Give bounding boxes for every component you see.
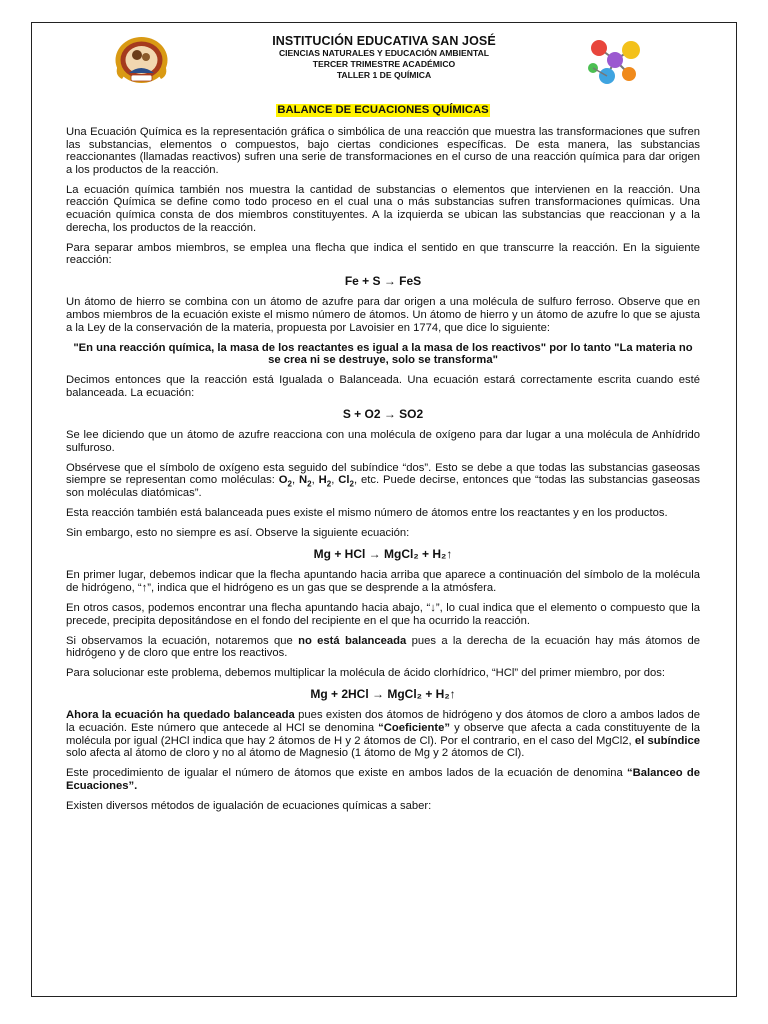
paragraph-10: En primer lugar, debemos indicar que la flecha apuntando hacia arriba que aparece a continuación del símbolo de la molécula de hidrógeno, “↑”, indica que el hidrógeno es un gas que se desprende a la atmósfera. (66, 569, 700, 594)
paragraph-2: La ecuación química también nos muestra la cantidad de substancias o elementos que intervienen en la reacción. Una reacción Química se define como todo proceso en el cual una o más substancias sufren transformaciones químicas. Una ecuación química consta de dos miembros constituyentes. A la izquierda se ubican las substancias que reaccionan y a la derecha, los productos de la reacción. (66, 183, 700, 234)
paragraph-11: En otros casos, podemos encontrar una flecha apuntando hacia abajo, “↓”, lo cual indica que el elemento o compuesto que la precede, precipita depositándose en el fondo del recipiente en el que ha ocurrido la reacción. (66, 601, 700, 627)
paragraph-3: Para separar ambos miembros, se emplea una flecha que indica el sentido en que transcurre la reacción. En la siguiente reacción: (66, 241, 700, 267)
paragraph-6: Se lee diciendo que un átomo de azufre reacciona con una molécula de oxígeno para dar lugar a una molécula de Anhídrido sulfuroso. (66, 429, 700, 454)
workshop-line: TALLER 1 DE QUÍMICA (336, 70, 432, 80)
paragraph-5: Decimos entonces que la reacción está Igualada o Balanceada. Una ecuación estará correctamente escrita cuando esté balanceada. La ecuación: (66, 374, 700, 399)
equation-mg-2hcl: Mg + 2HCl → MgCl₂ + H₂↑ (310, 687, 456, 702)
paragraph-12: Si observamos la ecuación, notaremos que no está balanceada pues a la derecha de la ecuación hay más átomos de hidrógeno y de cloro que entre los reactivos. (66, 634, 701, 660)
paragraph-1: Una Ecuación Química es la representación gráfica o simbólica de una reacción que muestra las transformaciones que sufren las substancias, elementos o compuestos, bajo ciertas condiciones específicas. De esta manera, las substancias reaccionantes (llamadas reactivos) sufren una serie de transformaciones en el curso de una reacción química para dar origen a los productos de la reacción. (66, 126, 700, 176)
paragraph-14: Ahora la ecuación ha quedado balanceada pues existen dos átomos de hidrógeno y dos átomos de cloro a ambos lados de la ecuación. Este número que antecede al HCl se denomina “Coeficiente” y observe que afecta a cada constituyente de la molécula por igual (2HCl indica que hay 2 átomos de H y 2 átomos de Cl). Por el contrario, en el caso del MgCl2, el subíndice solo afecta al átomo de cloro y no al átomo de Magnesio (1 átomo de Mg y 2 átomos de Cl). (66, 709, 700, 760)
paragraph-16: Existen diversos métodos de igualación de ecuaciones químicas a saber: (66, 799, 432, 812)
subject-line: CIENCIAS NATURALES Y EDUCACIÓN AMBIENTAL (278, 48, 490, 58)
paragraph-8: Esta reacción también está balanceada pues existe el mismo número de átomos entre los reactantes y en los productos. (66, 507, 668, 520)
paragraph-15: Este procedimiento de igualar el número de átomos que existe en ambos lados de la ecuación de denomina “Balanceo de Ecuaciones”. (66, 767, 700, 792)
paragraph-9: Sin embargo, esto no siempre es así. Observe la siguiente ecuación: (66, 527, 410, 540)
term-line: TERCER TRIMESTRE ACADÉMICO (312, 59, 456, 69)
paragraph-4: Un átomo de hierro se combina con un átomo de azufre para dar origen a una molécula de sulfuro ferroso. Observe que en ambos miembros de la ecuación existe el mismo número de átomos. Un átomo de hierro y un átomo de azufre lo que se ajusta a la Ley de la conservación de la materia, propuesta por Lavoisier en 1774, que dice lo siguiente: (66, 296, 700, 334)
equation-s-o2: S + O2 → SO2 (342, 407, 424, 422)
document-title: BALANCE DE ECUACIONES QUÍMICAS (277, 104, 489, 116)
paragraph-13: Para solucionar este problema, debemos multiplicar la molécula de ácido clorhídrico, “HCl” del primer miembro, por dos: (66, 667, 666, 680)
equation-mg-hcl: Mg + HCl → MgCl₂ + H₂↑ (313, 547, 453, 562)
institution-name: INSTITUCIÓN EDUCATIVA SAN JOSÉ (272, 34, 496, 48)
document-header (0, 35, 768, 81)
document-body (66, 104, 700, 820)
lavoisier-quote: "En una reacción química, la masa de los reactantes es igual a la masa de los reactivos" por lo tanto "La materia no se crea ni se destruye, solo se transforma" (73, 341, 693, 367)
equation-fe-s: Fe + S → FeS (344, 274, 422, 289)
paragraph-7: Obsérvese que el símbolo de oxígeno esta seguido del subíndice “dos”. Esto se debe a que todas las substancias gaseosas siempre se representan como moléculas: $O_2$, $N_2$, $H_2$, $Cl_2$, etc. Puede decirse, entonces que “todas las substancias gaseosas son moléculas diatómicas”. (66, 461, 700, 499)
